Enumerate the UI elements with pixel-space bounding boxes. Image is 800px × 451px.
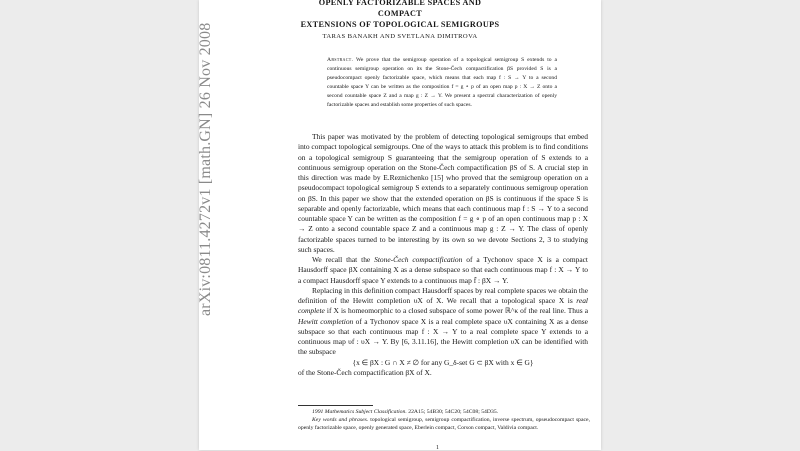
paragraph-2-start: We recall that the [312, 255, 375, 264]
term-hewitt-completion: Hewitt completion [298, 316, 354, 326]
term-real-complete: real complete [298, 296, 588, 316]
abstract [327, 56, 557, 109]
footnote-msc-codes: 22A15; 54B30; 54C20; 54C08; 54D35. [406, 409, 499, 415]
display-formula: {x ∈ βX : G ∩ X ≠ ∅ for any G_δ-set G ⊂ βX with x ∈ G} [352, 357, 534, 367]
footnote-keywords [298, 416, 590, 432]
title-line-1: OPENLY FACTORIZABLE SPACES AND COMPACT [318, 0, 482, 18]
paragraph-2 [298, 255, 588, 286]
paragraph-3-c: of a Tychonov space X is a real complete space υX containing X as a dense subspace so that each continuous map f : X → Y to a real complete space Y extends to a continuous map υf : υX → Y. By [6, 3.11.16], the Hewitt completion υX can be identified with the subspace [298, 316, 588, 357]
paragraph-1: This paper was motivated by the problem of detecting topological semigroups that embed into compact topological semigroups. One of the ways to attack this problem is to find conditions on a topological semigroup S guaranteeing that the semigroup operation of S extends to a continuous semigroup operation on the Stone-Čech compactification βS of S. A crucial step in this direction was made by E.Reznichenko [15] who proved that the semigroup operation on a pseudocompact topological semigroup S extends to a separately continuous semigroup operation on βS. In this paper we show that the extended operation on βS is continuous if the space S is separable and openly factorizable, which means that each continuous map f : S → Y to a second countable space Y can be written as the composition f = g ∘ p of an open continuous map p : X → Z onto a second countable space Z and a continuous map g : Z → Y. The class of openly factorizable spaces turned to be interesting by its own so we devote Sections 2, 3 to studying such spaces. [298, 132, 589, 254]
paper-authors: TARAS BANAKH AND SVETLANA DIMITROVA [322, 33, 478, 40]
arxiv-identifier-stamp: arXiv:0811.4272v1 [math.GN] 26 Nov 2008 [197, 22, 214, 316]
term-stone-cech: Stone-Čech compactification [374, 255, 463, 264]
abstract-label: Abstract. [327, 57, 354, 63]
title-line-2: EXTENSIONS OF TOPOLOGICAL SEMIGROUPS [300, 20, 500, 29]
paragraph-2-end: of a Tychonov space X is a compact Hausdorff space βX containing X as a dense subspace so that each continuous map f : X → Y to a compact Hausdorff space Y extends to a continuous map f̄ : βX → Y. [298, 255, 588, 285]
footnote-msc [298, 408, 590, 416]
abstract-text: We prove that the semigroup operation of a topological semigroup S extends to a continuous semigroup operation on its the Stone-Čech compactification βS provided S is a pseudocompact openly factorizable space, which means that each map f : S → Y to a second countable space Y can be written as the composition f = g ∘ p of an open map p : X → Z onto a second countable space Z and a map g : Z → Y. We present a spectral characterization of openly factorizable spaces and establish some properties of such spaces. [327, 57, 557, 108]
paragraph-3 [298, 286, 588, 358]
footnote-keywords-list: topological semigroup, semigroup compactification, inverse spectrum, opseudocompact space, openly factorizable space, openly generated space, Eberlein compact, Corson compact, Valdivia compact. [298, 417, 590, 432]
footnotes [298, 408, 590, 432]
page-number: 1 [436, 445, 439, 451]
footnote-msc-label: 1991 Mathematics Subject Classification. [312, 409, 407, 415]
footnote-keywords-label: Key words and phrases. [312, 417, 369, 424]
footnote-rule [298, 405, 373, 406]
paragraph-3-a: Replacing in this definition compact Hausdorff spaces by real complete spaces we obtain the definition of the Hewitt completion υX of X. We recall that a topological space X is [298, 285, 588, 305]
paragraph-4: of the Stone-Čech compactification βX of X. [298, 367, 432, 377]
paper-title [300, 0, 500, 30]
paragraph-3-b: if X is homeomorphic to a closed subspace of some power ℝ^κ of the real line. Thus a [324, 306, 588, 316]
body-text [298, 132, 588, 378]
